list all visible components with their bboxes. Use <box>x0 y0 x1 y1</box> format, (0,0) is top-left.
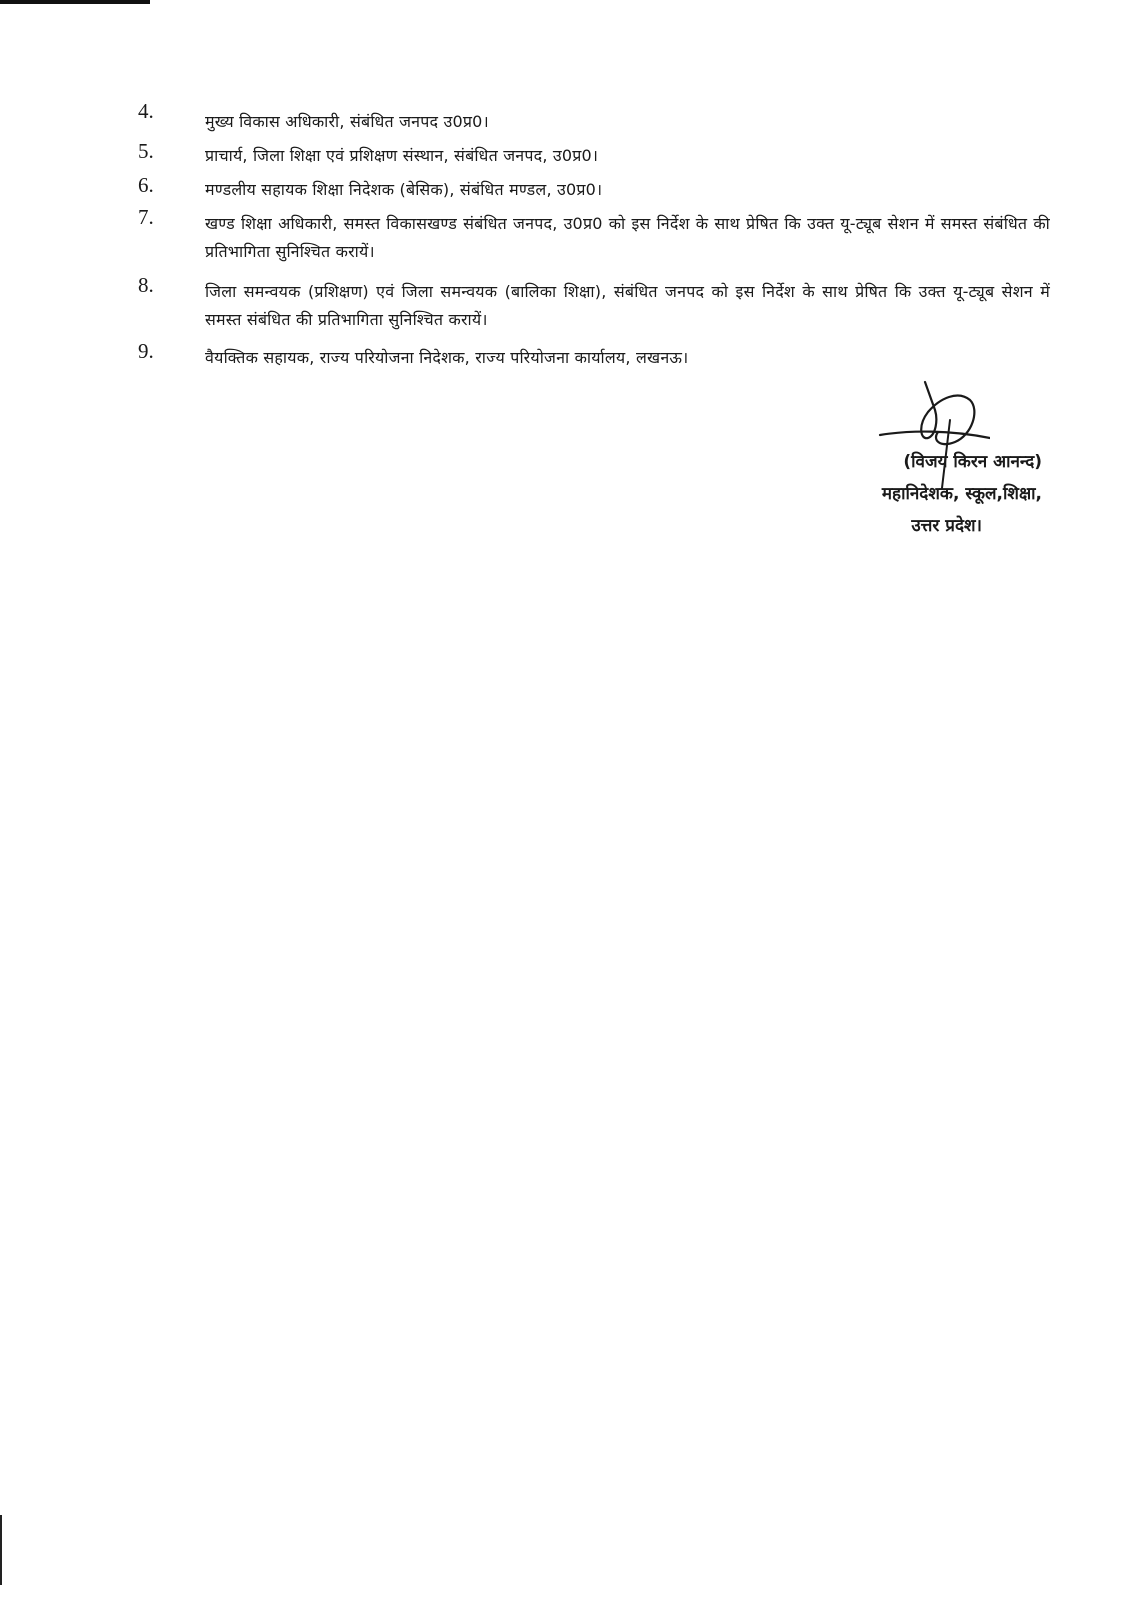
list-item-number: 7. <box>138 205 154 229</box>
list-item-number: 8. <box>138 273 154 297</box>
scan-corner-mark <box>0 0 150 4</box>
list-item-text: वैयक्तिक सहायक, राज्य परियोजना निदेशक, राज्य परियोजना कार्यालय, लखनऊ। <box>205 348 689 367</box>
signatory-designation: महानिदेशक, स्कूल,शिक्षा, <box>881 484 1042 504</box>
list-item-number: 9. <box>138 339 154 363</box>
list-item-number: 5. <box>138 139 154 163</box>
signature-block <box>800 380 1060 560</box>
list-item-number: 4. <box>138 99 154 123</box>
list-item-text: मण्डलीय सहायक शिक्षा निदेशक (बेसिक), संबंधित मण्डल, उ0प्र0। <box>205 180 603 199</box>
list-item-text: प्राचार्य, जिला शिक्षा एवं प्रशिक्षण संस्थान, संबंधित जनपद, उ0प्र0। <box>205 146 599 165</box>
list-item-text: जिला समन्वयक (प्रशिक्षण) एवं जिला समन्वयक (बालिका शिक्षा), संबंधित जनपद को इस निर्देश के साथ प्रेषित कि उक्त यू-ट्यूब सेशन में समस्त संबंधित की प्रतिभागिता सुनिश्चित करायें। <box>205 282 1050 329</box>
list-item-text: खण्ड शिक्षा अधिकारी, समस्त विकासखण्ड संबंधित जनपद, उ0प्र0 को इस निर्देश के साथ प्रेषित कि उक्त यू-ट्यूब सेशन में समस्त संबंधित की प्रतिभागिता सुनिश्चित करायें। <box>205 214 1050 261</box>
signatory-name: (विजय किरन आनन्द) <box>903 452 1042 472</box>
signatory-state: उत्तर प्रदेश। <box>911 516 982 536</box>
scan-edge-mark <box>0 1515 2 1585</box>
list-item-text: मुख्य विकास अधिकारी, संबंधित जनपद उ0प्र0। <box>205 112 489 131</box>
list-item-number: 6. <box>138 173 154 197</box>
